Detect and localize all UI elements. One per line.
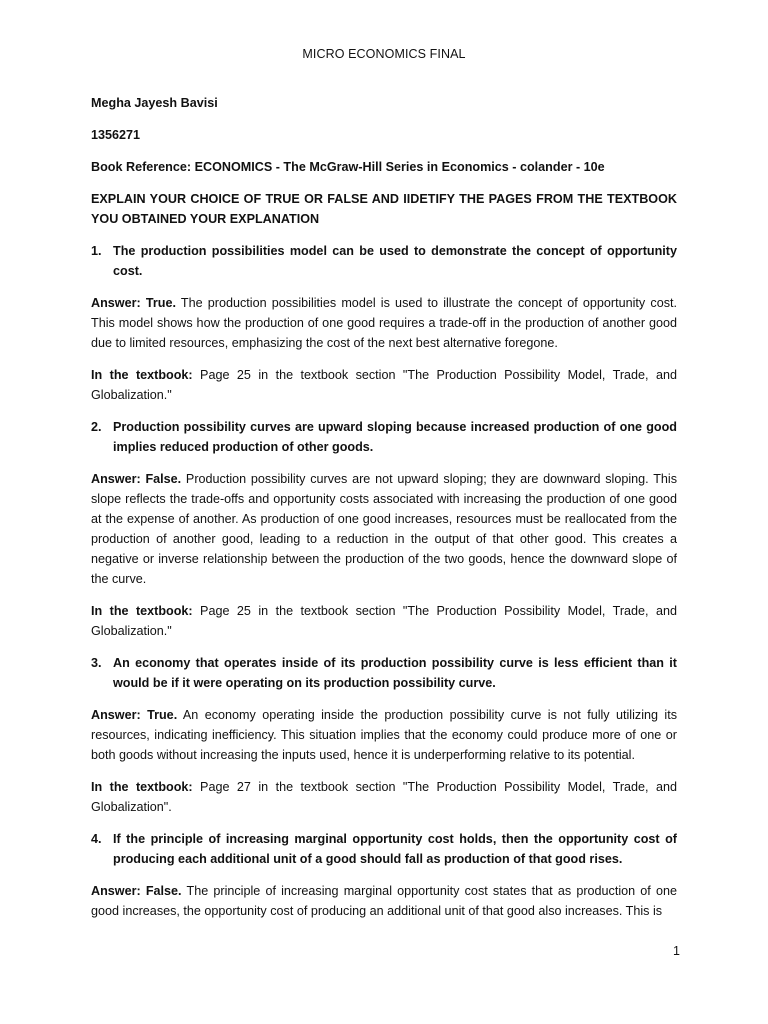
question-text: Production possibility curves are upward sloping because increased production of one good implies reduced production of other goods.: [113, 420, 677, 454]
question-text: If the principle of increasing marginal opportunity cost holds, then the opportunity cost of producing each additional unit of a good should fall as production of that good rises.: [113, 832, 677, 866]
question-number: 1.: [91, 244, 102, 258]
answer-2: [91, 469, 677, 589]
reference-label: In the textbook:: [91, 780, 193, 794]
answer-label: Answer: False.: [91, 472, 182, 486]
textbook-reference-3: [91, 777, 677, 817]
document-body: [91, 93, 677, 933]
answer-1: [91, 293, 677, 353]
student-id: 1356271: [91, 128, 141, 142]
question-text: The production possibilities model can be used to demonstrate the concept of opportunity cost.: [113, 244, 677, 278]
answer-text: The production possibilities model is used to illustrate the concept of opportunity cost. This model shows how the production of one good requires a trade-off in the production of another good due to limited resources, emphasizing the cost of the next best alternative foregone.: [91, 296, 677, 350]
instructions: EXPLAIN YOUR CHOICE OF TRUE OR FALSE AND IIDETIFY THE PAGES FROM THE TEXTBOOK YOU OBTAINED YOUR EXPLANATION: [91, 192, 677, 226]
textbook-reference-2: [91, 601, 677, 641]
answer-label: Answer: False.: [91, 884, 182, 898]
question-number: 3.: [91, 656, 102, 670]
question-text: An economy that operates inside of its production possibility curve is less efficient than it would be if it were operating on its production possibility curve.: [113, 656, 677, 690]
question-number: 2.: [91, 420, 102, 434]
textbook-reference-1: [91, 365, 677, 405]
reference-text: Page 25 in the textbook section "The Production Possibility Model, Trade, and Globalization.": [91, 604, 677, 638]
page-number: 1: [673, 944, 680, 958]
reference-label: In the textbook:: [91, 604, 193, 618]
reference-text: Page 27 in the textbook section "The Production Possibility Model, Trade, and Globalization".: [91, 780, 677, 814]
reference-text: Page 25 in the textbook section "The Production Possibility Model, Trade, and Globalization.": [91, 368, 677, 402]
question-3: [91, 653, 677, 693]
answer-label: Answer: True.: [91, 708, 178, 722]
document-header-title: MICRO ECONOMICS FINAL: [302, 47, 466, 61]
answer-text: An economy operating inside the production possibility curve is not fully utilizing its resources, indicating inefficiency. This situation implies that the economy could produce more of one or both goods without increasing the inputs used, hence it is underperforming relative to its potential.: [91, 708, 677, 762]
answer-text: The principle of increasing marginal opportunity cost states that as production of one good increases, the opportunity cost of producing an additional unit of that good also increases. This is: [91, 884, 677, 918]
question-4: [91, 829, 677, 869]
reference-label: In the textbook:: [91, 368, 193, 382]
student-name: Megha Jayesh Bavisi: [91, 96, 218, 110]
book-reference: Book Reference: ECONOMICS - The McGraw-Hill Series in Economics - colander - 10e: [91, 160, 605, 174]
answer-text: Production possibility curves are not upward sloping; they are downward sloping. This slope reflects the trade-offs and opportunity costs associated with increasing the production of one good at the expense of another. As production of one good increases, resources must be reallocated from the production of another good, leading to a reduction in the output of that other good. This creates a negative or inverse relationship between the production of the two goods, hence the downward slope of the curve.: [91, 472, 677, 586]
question-number: 4.: [91, 832, 102, 846]
answer-4: [91, 881, 677, 921]
answer-label: Answer: True.: [91, 296, 176, 310]
question-1: [91, 241, 677, 281]
answer-3: [91, 705, 677, 765]
question-2: [91, 417, 677, 457]
